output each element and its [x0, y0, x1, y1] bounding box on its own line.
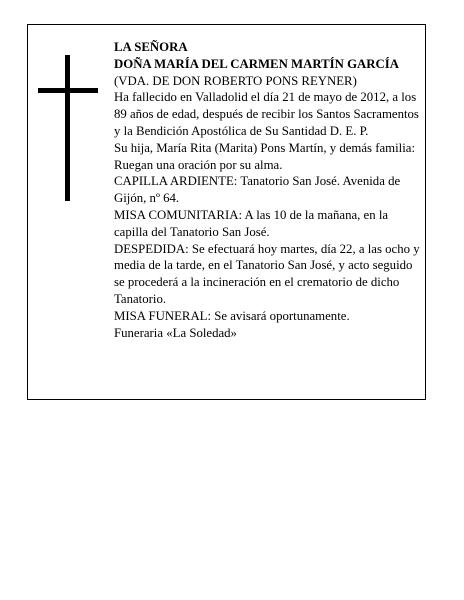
- obituary-notice: [27, 24, 426, 400]
- capilla-ardiente-paragraph: CAPILLA ARDIENTE: Tanatorio San José. Avenida de Gijón, nº 64.: [114, 174, 401, 206]
- deceased-name: DOÑA MARÍA DEL CARMEN MARTÍN GARCÍA: [114, 56, 399, 71]
- cross-horizontal-bar: [38, 88, 98, 93]
- despedida-paragraph: DESPEDIDA: Se efectuará hoy martes, día 22, a las ocho y media de la tarde, en el Tanatorio San José, y acto seguido se procederá a la incineración en el crematorio de dicho Tanatorio.: [114, 241, 420, 306]
- death-paragraph: Ha fallecido en Valladolid el día 21 de mayo de 2012, a los 89 años de edad, después de recibir los Santos Sacramentos y la Bendición Apostólica de Su Santidad D. E. P.: [114, 90, 419, 138]
- widow-line: (VDA. DE DON ROBERTO PONS REYNER): [114, 73, 357, 88]
- funeraria-line: Funeraria «La Soledad»: [114, 325, 237, 340]
- latin-cross-icon: [38, 55, 98, 201]
- cross-vertical-bar: [65, 55, 70, 201]
- prayer-line: Ruegan una oración por su alma.: [114, 157, 283, 172]
- notice-body: [114, 39, 424, 341]
- misa-funeral-paragraph: MISA FUNERAL: Se avisará oportunamente.: [114, 308, 350, 323]
- family-paragraph: Su hija, María Rita (Marita) Pons Martín, y demás familia:: [114, 140, 416, 155]
- title-line: LA SEÑORA: [114, 40, 188, 54]
- misa-comunitaria-paragraph: MISA COMUNITARIA: A las 10 de la mañana, en la capilla del Tanatorio San José.: [114, 207, 389, 239]
